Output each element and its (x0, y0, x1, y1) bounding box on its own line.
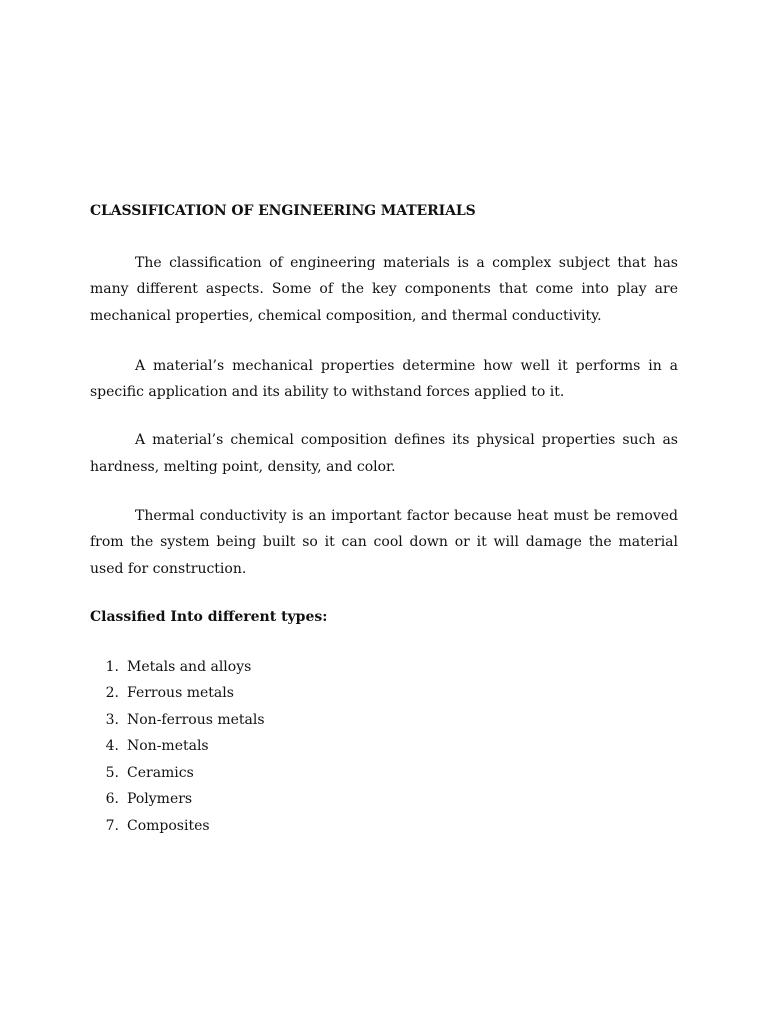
list-item (90, 813, 678, 840)
list-item-number: 6. (105, 791, 119, 808)
paragraph-thermal: Thermal conductivity is an important factor because heat must be removed from the system being built so it can cool down or it will damage the material used for construction. (90, 508, 678, 577)
list-item (90, 760, 678, 787)
list-item-number: 1. (105, 658, 119, 675)
list-item (90, 707, 678, 734)
list-item-label: Ferrous metals (127, 685, 234, 702)
list-item-number: 3. (105, 711, 119, 728)
list-item-label: Polymers (127, 791, 193, 808)
paragraph-intro: The classification of engineering materials is a complex subject that has many different aspects. Some of the key components that come into play are mechanical properties, chemical composition, and thermal conductivity. (90, 255, 678, 324)
list-item (90, 680, 678, 707)
paragraph-mechanical: A material’s mechanical properties determine how well it performs in a specific application and its ability to withstand forces applied to it. (90, 357, 678, 401)
list-item-number: 2. (105, 685, 119, 702)
list-item-label: Non-ferrous metals (127, 711, 265, 728)
list-item-label: Non-metals (127, 738, 209, 755)
list-item-label: Ceramics (127, 764, 194, 781)
paragraph-chemical: A material’s chemical composition defines its physical properties such as hardness, melting point, density, and color. (90, 432, 678, 475)
list-item (90, 786, 678, 813)
list-item-number: 5. (105, 764, 119, 781)
material-types-list (90, 654, 678, 840)
list-item-label: Metals and alloys (127, 658, 252, 675)
list-item (90, 733, 678, 760)
list-item-label: Composites (127, 817, 210, 834)
list-item-number: 4. (105, 738, 119, 755)
document-body (90, 201, 678, 839)
types-subheading: Classified Into different types: (90, 608, 328, 625)
document-title: CLASSIFICATION OF ENGINEERING MATERIALS (90, 203, 476, 219)
list-item (90, 654, 678, 681)
list-item-number: 7. (105, 817, 119, 834)
